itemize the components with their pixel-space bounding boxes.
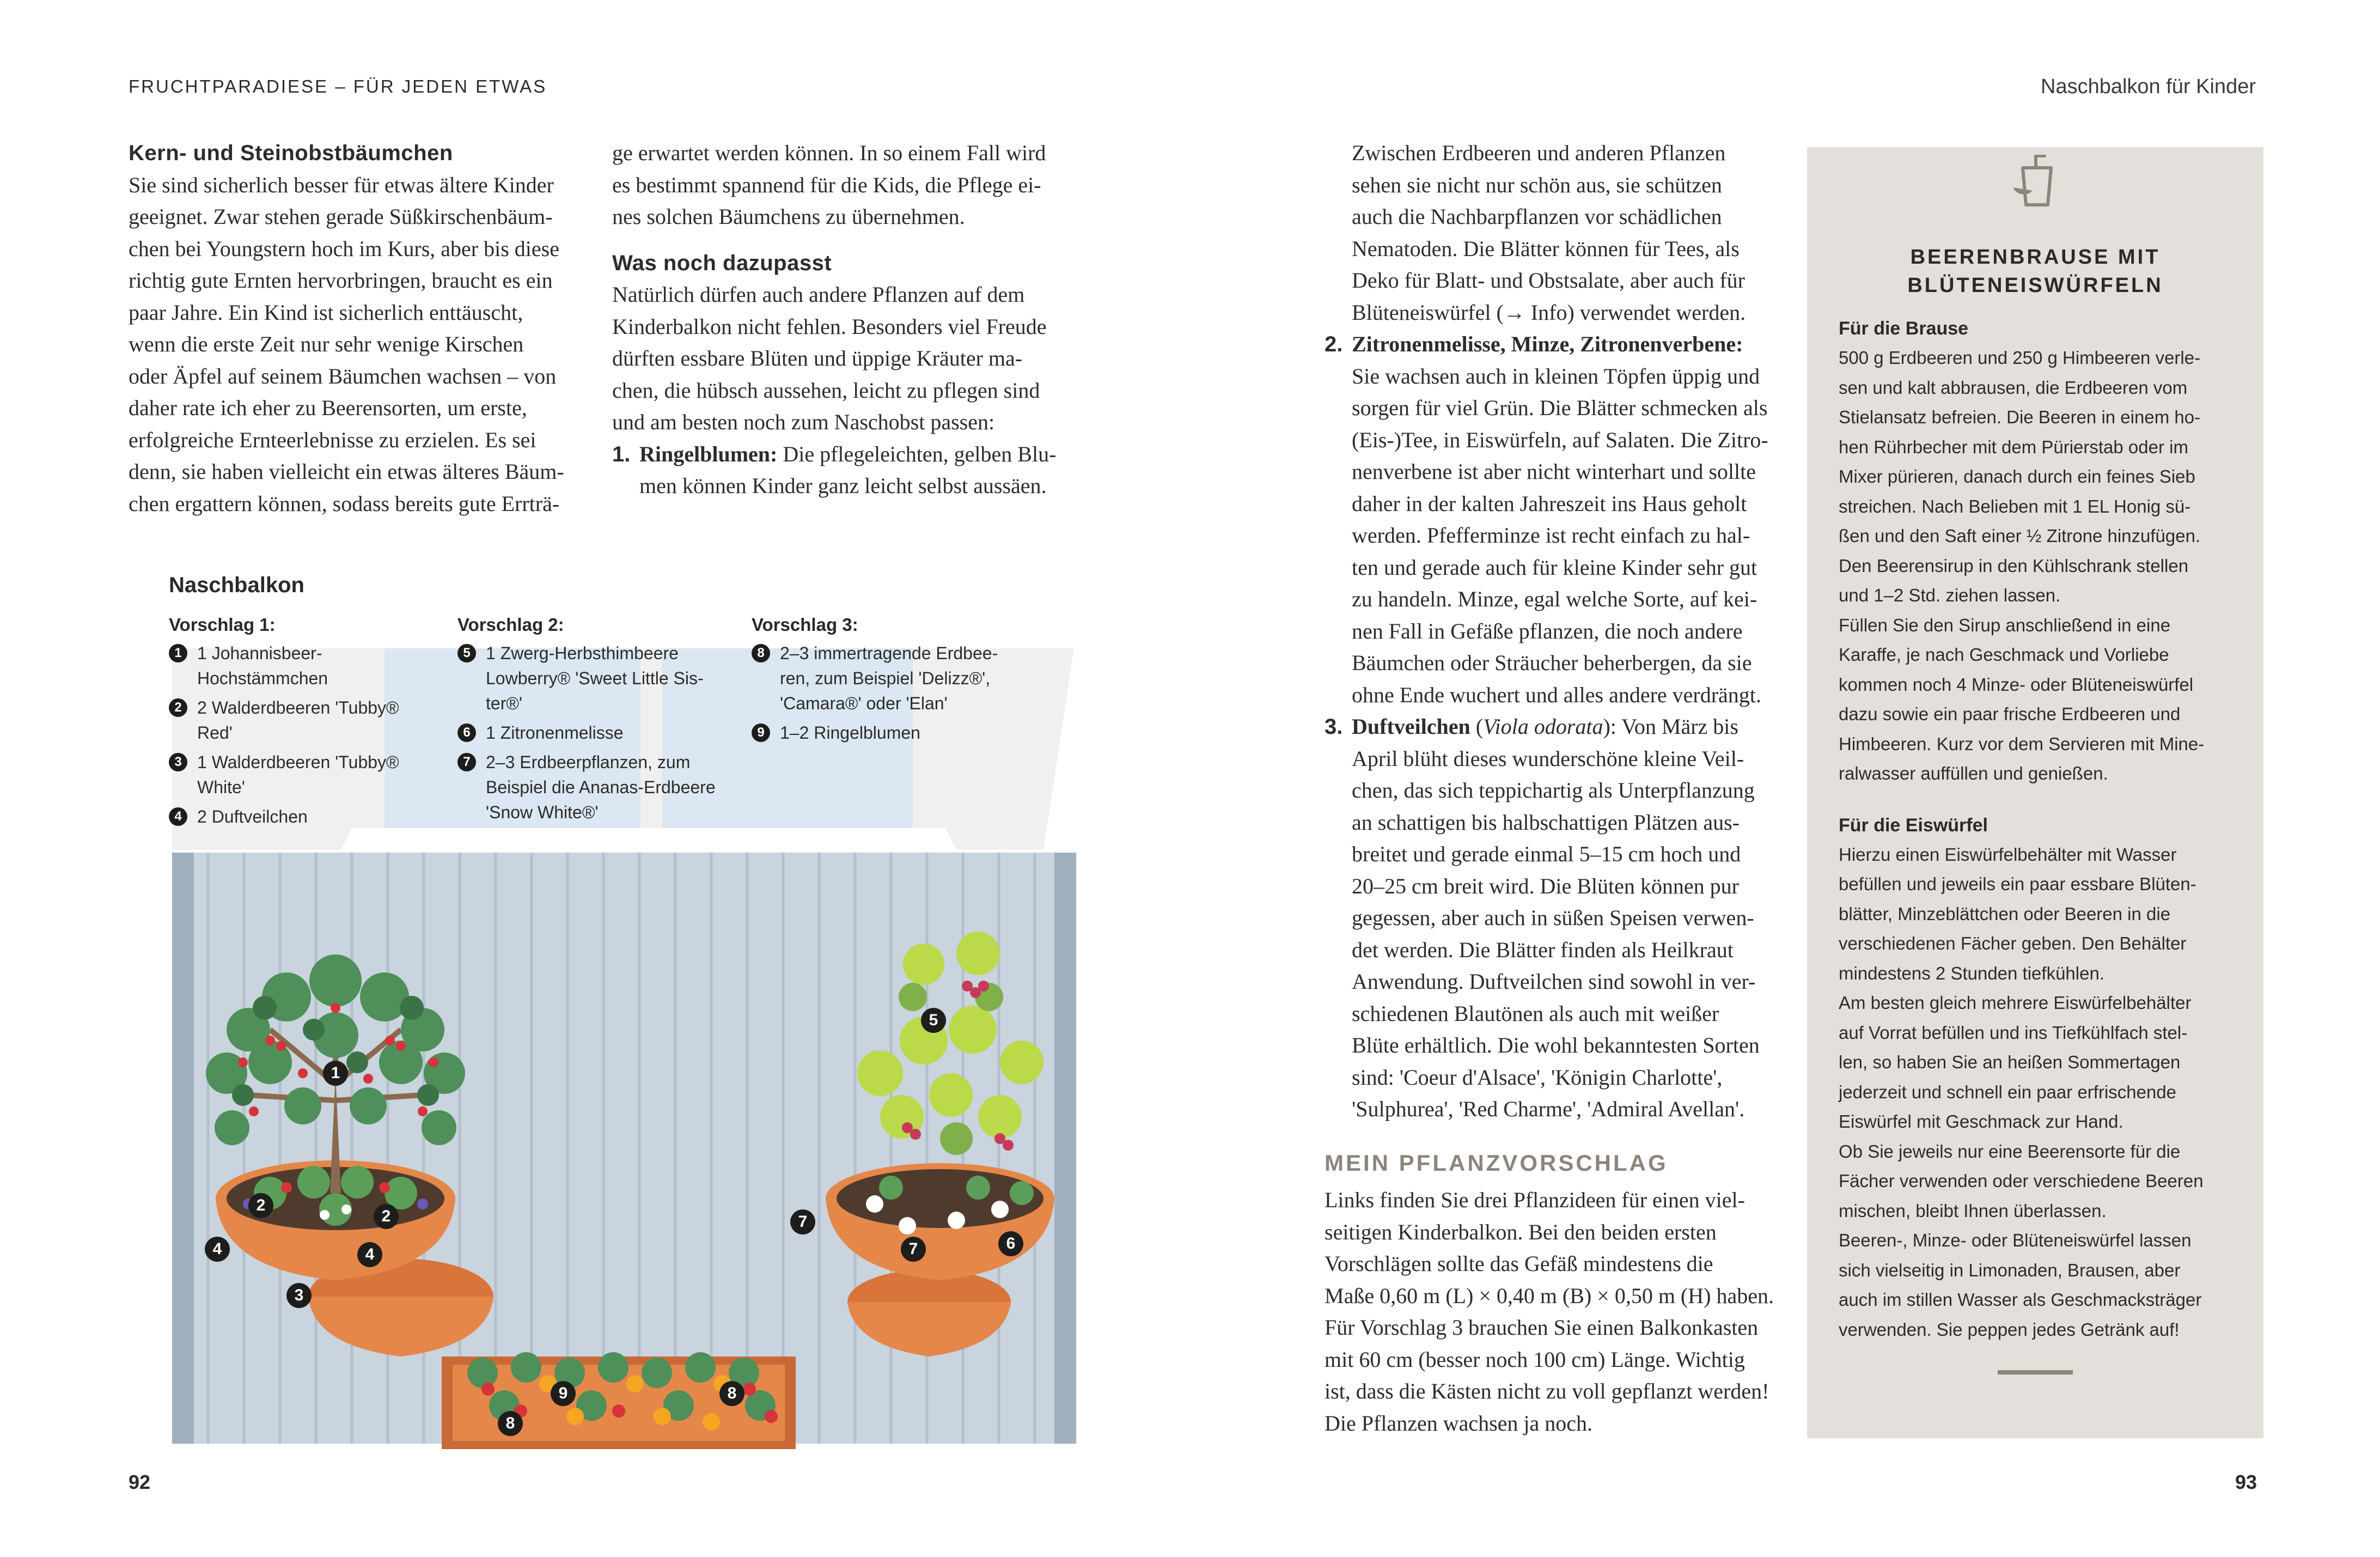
text-line: 'Sulphurea', 'Red Charme', 'Admiral Avellan'. <box>1352 1097 1745 1121</box>
text-line: jederzeit und schnell ein paar erfrischende <box>1839 1081 2177 1102</box>
list-number: 2. <box>1325 332 1343 356</box>
text-line: ßen und den Saft einer ½ Zitrone hinzufügen. <box>1839 526 2201 546</box>
text-line: mit 60 cm (besser noch 100 cm) Länge. Wichtig <box>1325 1347 1745 1372</box>
text-line: mindestens 2 Stunden tiefkühlen. <box>1839 963 2104 983</box>
text-line: chen, das sich teppichartig als Unterpflanzung <box>1352 778 1755 802</box>
marker-8: 8 <box>719 1381 744 1406</box>
text-line: werden. Pfefferminze ist recht einfach zu hal- <box>1352 523 1750 548</box>
legend-item <box>457 641 741 716</box>
text-line: nen Fall in Gefäße pflanzen, die noch andere <box>1352 618 1743 643</box>
text-line: und 1–2 Std. ziehen lassen. <box>1839 585 2061 605</box>
text-line: es bestimmt spannend für die Kids, die Pflege ei- <box>612 172 1041 197</box>
legend-text: 1 Walderdbeeren 'Tubby® White' <box>197 752 399 797</box>
list-item-term: Duftveilchen <box>1352 714 1470 739</box>
list-item-text: Die pflegeleichten, gelben Blu- <box>777 441 1057 466</box>
legend-text: 2 Walderdbeeren 'Tubby® Red' <box>197 698 399 743</box>
text-line: Sie sind sicherlich besser für etwas ältere Kinder <box>129 172 554 197</box>
recipe-title-line: BEERENBRAUSE MIT <box>1910 246 2161 269</box>
text-line: hen Rührbecher mit dem Pürierstab oder im <box>1839 436 2188 457</box>
text-line: Maße 0,60 m (L) × 0,40 m (B) × 0,50 m (H) haben. <box>1325 1283 1774 1308</box>
marker-3: 3 <box>286 1283 312 1308</box>
marker-8: 8 <box>498 1411 523 1436</box>
text-line: verschiedenen Fächer geben. Den Behälter <box>1839 933 2187 953</box>
text-line: streichen. Nach Belieben mit 1 EL Honig sü- <box>1839 496 2191 516</box>
legend-number-badge: 2 <box>169 698 187 717</box>
marker-7: 7 <box>901 1237 926 1262</box>
text-line: mischen, bleibt Ihnen überlassen. <box>1839 1200 2107 1221</box>
text-line: blätter, Minzeblättchen oder Beeren in die <box>1839 903 2171 924</box>
balcony-wall <box>172 853 1076 1444</box>
legend-text: 2–3 immertragende Erdbee- ren, zum Beispiel 'Delizz®', 'Camara®' oder 'Elan' <box>780 643 998 713</box>
recipe-brause-text <box>1839 343 2253 789</box>
text-line: ten und gerade auch für kleine Kinder sehr gut <box>1352 555 1757 580</box>
text-line: chen, die hübsch aussehen, leicht zu pflegen sind <box>612 378 1040 403</box>
text-line: Blüteneiswürfel (→ Info) verwendet werden. <box>1352 300 1746 325</box>
legend-column-1 <box>169 615 452 834</box>
text-line: und am besten noch zum Naschobst passen: <box>612 410 995 434</box>
legend-text: 1 Johannisbeer- Hochstämmchen <box>197 643 328 688</box>
text-line: daher in der kalten Jahreszeit ins Haus geholt <box>1352 491 1747 516</box>
text-line: Eiswürfel mit Geschmack zur Hand. <box>1839 1111 2123 1132</box>
text-line: Den Beerensirup in den Kühlschrank stellen <box>1839 555 2189 576</box>
text-line: auf Vorrat befüllen und ins Tiefkühlfach stel- <box>1839 1022 2188 1043</box>
text-line: Links finden Sie drei Pflanzideen für einen viel- <box>1325 1188 1745 1212</box>
marker-4: 4 <box>357 1242 382 1267</box>
running-head-left: FRUCHTPARADIESE – FÜR JEDEN ETWAS <box>129 76 547 96</box>
text-line: nenverbene ist aber nicht winterhart und sollte <box>1352 459 1756 484</box>
text-line: Fächer verwenden oder verschiedene Beeren <box>1839 1171 2204 1191</box>
text-line: schiedenen Blautönen als auch mit weißer <box>1352 1001 1719 1026</box>
text-line: nes solchen Bäumchens zu übernehmen. <box>612 204 965 229</box>
legend-number-badge: 4 <box>169 807 187 826</box>
legend-number-badge: 6 <box>457 723 476 742</box>
legend-heading: Vorschlag 2: <box>457 615 564 635</box>
text-line: Ob Sie jeweils nur eine Beerensorte für die <box>1839 1141 2181 1161</box>
legend-number-badge: 1 <box>169 644 187 662</box>
text-line: (Eis-)Tee, in Eiswürfeln, auf Salaten. Die Zitro- <box>1352 427 1768 452</box>
legend-item <box>457 720 741 745</box>
text-line: Mixer pürieren, danach durch ein feines Sieb <box>1839 466 2195 486</box>
legend-item <box>169 641 452 691</box>
list-item-2 <box>1325 329 1793 711</box>
col2-body-mid <box>612 279 1081 439</box>
left-column-2 <box>612 137 1081 502</box>
text-line: daher rate ich eher zu Beerensorten, um erste, <box>129 396 527 420</box>
marker-1: 1 <box>323 1061 348 1086</box>
recipe-eiswuerfel-text <box>1839 840 2253 1345</box>
text-line: dürften essbare Blüten und üppige Kräuter ma- <box>612 346 1023 370</box>
text-line: gegessen, aber auch in süßen Speisen verwen- <box>1352 905 1754 930</box>
text-line: 20–25 cm breit wird. Die Blüten können pur <box>1352 873 1739 898</box>
text-line: sich vielseitig in Limonaden, Brausen, aber <box>1839 1260 2181 1280</box>
text-line: Zwischen Erdbeeren und anderen Pflanzen <box>1352 141 1726 165</box>
illustration-legend <box>169 615 1073 854</box>
text-line: sen und kalt abbrausen, die Erdbeeren vom <box>1839 377 2188 398</box>
list-number: 3. <box>1325 715 1343 739</box>
legend-item <box>169 804 452 829</box>
text-line: paar Jahre. Ein Kind ist sicherlich enttäuscht, <box>129 300 523 325</box>
legend-text: 1 Zwerg-Herbsthimbeere Lowberry® 'Sweet Little Sis- ter®' <box>486 643 704 713</box>
text-line: an schattigen bis halbschattigen Plätzen aus- <box>1352 810 1740 835</box>
recipe-subheading: Für die Eiswürfel <box>1839 814 1988 836</box>
recipe-content <box>1839 314 2253 1345</box>
col1-body <box>129 169 586 520</box>
text-line: zu handeln. Minze, egal welche Sorte, auf kei- <box>1352 587 1757 611</box>
text-line: Nematoden. Die Blätter können für Tees, als <box>1352 236 1740 261</box>
text-line: Für Vorschlag 3 brauchen Sie einen Balkonkasten <box>1325 1315 1759 1340</box>
text-line: ohne Ende wuchert und alles andere verdrängt. <box>1352 682 1761 707</box>
col2-body-top <box>612 137 1081 233</box>
illustration-title: Naschbalkon <box>169 573 304 597</box>
list-item-text <box>1352 361 1793 711</box>
list-item-text: ): Von März bis <box>1603 714 1738 739</box>
legend-number-badge: 7 <box>457 753 476 771</box>
latin-name: Viola odorata <box>1483 714 1603 739</box>
text-line: breitet und gerade einmal 5–15 cm hoch und <box>1352 842 1741 866</box>
list-item-1 <box>612 439 1081 502</box>
heading-was-noch: Was noch dazupasst <box>612 251 832 275</box>
text-line: Hierzu einen Eiswürfelbehälter mit Wasser <box>1839 844 2177 865</box>
marker-5: 5 <box>921 1008 946 1033</box>
text-line: chen bei Youngstern hoch im Kurs, aber bis diese <box>129 236 559 261</box>
legend-column-3 <box>752 615 1035 750</box>
legend-text: 1–2 Ringelblumen <box>780 723 920 743</box>
recipe-box <box>1807 147 2263 1438</box>
list-item-text: men können Kinder ganz leicht selbst aussäen. <box>639 473 1047 498</box>
text-line: 500 g Erdbeeren und 250 g Himbeeren verle- <box>1839 348 2201 368</box>
text-line: det werden. Die Blätter finden als Heilkraut <box>1352 937 1734 962</box>
text-line: len, so haben Sie an heißen Sommertagen <box>1839 1052 2181 1072</box>
text-line: oder Äpfel auf seinem Bäumchen wachsen – von <box>129 363 557 388</box>
legend-item <box>169 750 452 800</box>
list-number: 1. <box>612 442 631 466</box>
text-line: erfolgreiche Ernteerlebnisse zu erzielen. Es sei <box>129 427 536 452</box>
right-column <box>1325 137 1793 1439</box>
marker-6: 6 <box>998 1231 1023 1256</box>
drink-glass-icon <box>2011 155 2060 209</box>
legend-heading: Vorschlag 3: <box>752 615 858 635</box>
legend-text: 2–3 Erdbeerpflanzen, zum Beispiel die Ananas-Erdbeere 'Snow White®' <box>486 752 716 822</box>
text-line: Kinderbalkon nicht fehlen. Besonders viel Freude <box>612 314 1047 339</box>
page-number-left: 92 <box>129 1471 151 1493</box>
legend-heading: Vorschlag 1: <box>169 615 276 635</box>
text-line: Bäumchen oder Sträucher beherbergen, da sie <box>1352 650 1752 675</box>
text-line: befüllen und jeweils ein paar essbare Blüten- <box>1839 874 2196 894</box>
legend-number-badge: 8 <box>752 644 770 662</box>
text-line: richtig gute Ernten hervorbringen, braucht es ein <box>129 268 553 293</box>
balkonkasten-suggestion-3 <box>442 1352 796 1449</box>
text-line: sind: 'Coeur d'Alsace', 'Königin Charlotte', <box>1352 1065 1723 1090</box>
text-line: Die Pflanzen wachsen ja noch. <box>1325 1410 1593 1436</box>
text-line: April blüht dieses wunderschöne kleine Veil- <box>1352 746 1744 771</box>
text-line: auch im stillen Wasser als Geschmacksträger <box>1839 1290 2202 1310</box>
legend-number-badge: 9 <box>752 723 770 742</box>
left-column-1 <box>129 137 586 520</box>
legend-item <box>169 695 452 745</box>
recipe-divider <box>1998 1370 2073 1374</box>
text-line: seitigen Kinderbalkon. Bei den beiden ersten <box>1325 1219 1717 1244</box>
text-line: Natürlich dürfen auch andere Pflanzen auf dem <box>612 282 1025 307</box>
running-head-right: Naschbalkon für Kinder <box>2041 75 2256 98</box>
text-line: Sie wachsen auch in kleinen Töpfen üppig und <box>1352 363 1760 388</box>
text-line: Vorschlägen sollte das Gefäß mindestens die <box>1325 1251 1713 1276</box>
text-line: Beeren-, Minze- oder Blüteneiswürfel lassen <box>1839 1230 2192 1250</box>
rc-body-top <box>1325 137 1793 329</box>
text-line: ge erwartet werden können. In so einem Fall wird <box>612 141 1046 165</box>
text-line: auch die Nachbarpflanzen vor schädlichen <box>1352 204 1722 229</box>
legend-text: 1 Zitronenmelisse <box>486 723 624 743</box>
legend-text: 2 Duftveilchen <box>197 807 308 826</box>
list-item-term: Ringelblumen: <box>639 441 778 466</box>
heading-kernobst: Kern- und Steinobstbäumchen <box>129 141 453 165</box>
text-line: Am besten gleich mehrere Eiswürfelbehälter <box>1839 993 2192 1013</box>
marker-2: 2 <box>374 1204 399 1229</box>
text-line: dazu sowie ein paar frische Erdbeeren und <box>1839 704 2181 724</box>
recipe-subheading: Für die Brause <box>1839 318 1969 339</box>
text-line: Blüte erhältlich. Die wohl bekanntesten Sorten <box>1352 1033 1760 1057</box>
legend-item <box>752 641 1035 716</box>
page-number-right: 93 <box>2235 1471 2257 1493</box>
text-line: ist, dass die Kästen nicht zu voll gepflanzt werden! <box>1325 1379 1769 1403</box>
text-line: sehen sie nicht nur schön aus, sie schützen <box>1352 172 1722 197</box>
text-line: Stielansatz befreien. Die Beeren in einem ho- <box>1839 407 2201 427</box>
text-line: ralwasser auffüllen und genießen. <box>1839 763 2108 783</box>
list-item-3 <box>1325 711 1793 1126</box>
legend-item <box>752 720 1035 745</box>
legend-column-2 <box>457 615 741 829</box>
text-line: chen ergattern können, sodass bereits gute Errträ- <box>129 491 560 516</box>
list-item-text: ( <box>1470 714 1484 739</box>
marker-9: 9 <box>551 1381 576 1406</box>
list-item-text <box>1352 743 1793 1126</box>
text-line: Karaffe, je nach Geschmack und Vorliebe <box>1839 644 2169 665</box>
text-line: Anwendung. Duftveilchen sind sowohl in ver- <box>1352 969 1756 994</box>
text-line: denn, sie haben vielleicht ein etwas älteres Bäum- <box>129 459 564 484</box>
text-line: geeignet. Zwar stehen gerade Süßkirschenbäum- <box>129 204 553 229</box>
text-line: Füllen Sie den Sirup anschließend in eine <box>1839 615 2171 635</box>
text-line: wenn die erste Zeit nur sehr wenige Kirschen <box>129 332 524 356</box>
legend-item <box>457 750 741 825</box>
section-heading: MEIN PFLANZVORSCHLAG <box>1325 1149 1668 1176</box>
text-line: Himbeeren. Kurz vor dem Servieren mit Mine- <box>1839 733 2205 754</box>
marker-4: 4 <box>205 1237 230 1262</box>
text-line: sorgen für viel Grün. Die Blätter schmecken als <box>1352 396 1768 420</box>
section-body <box>1325 1184 1793 1439</box>
text-line: kommen noch 4 Minze- oder Blüteneiswürfel <box>1839 674 2194 695</box>
legend-number-badge: 3 <box>169 753 187 771</box>
recipe-title <box>1807 243 2263 300</box>
text-line: verwenden. Sie peppen jedes Getränk auf! <box>1839 1319 2180 1340</box>
marker-7: 7 <box>790 1209 815 1234</box>
legend-number-badge: 5 <box>457 644 476 662</box>
recipe-title-line: BLÜTENEISWÜRFELN <box>1907 274 2163 297</box>
text-line: Deko für Blatt- und Obstsalate, aber auch für <box>1352 268 1745 293</box>
list-item-term: Zitronenmelisse, Minze, Zitronenverbene: <box>1352 332 1743 356</box>
marker-2: 2 <box>248 1193 273 1218</box>
